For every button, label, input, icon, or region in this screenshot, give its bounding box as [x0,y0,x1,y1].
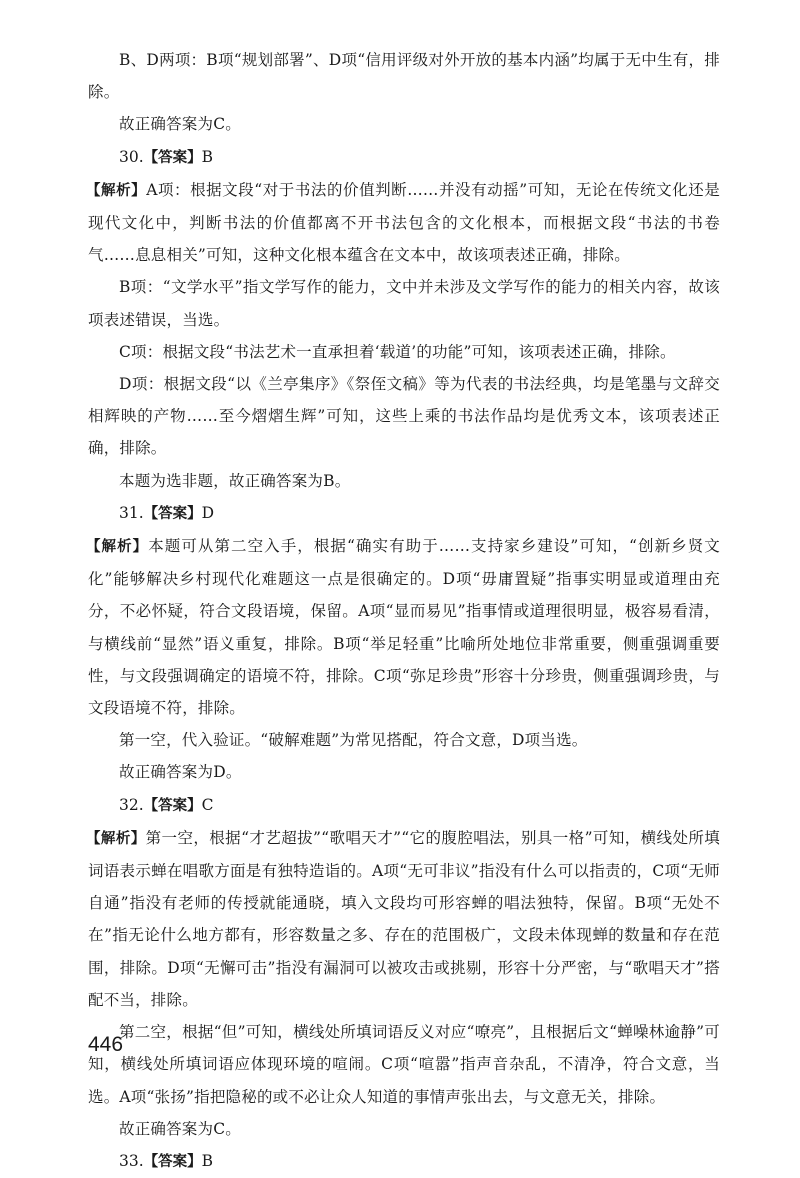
answer-tag: 【答案】 [143,1153,202,1170]
question-number: 32. [119,795,144,814]
answer-value: D [201,503,215,522]
question-number: 31. [119,503,144,522]
answer-heading [88,789,720,822]
paragraph: 故正确答案为D。 [119,763,242,782]
paragraph: C项：根据文段“书法艺术一直承担着‘载道’的功能”可知，该项表述正确，排除。 [119,342,676,361]
page-number: 446 [88,1033,124,1056]
answer-heading [88,497,720,530]
analysis-tag: 【解析】 [86,830,146,847]
paragraph: B、D两项：B项“规划部署”、D项“信用评级对外开放的基本内涵”均属于无中生有，排除。 [88,51,720,102]
answer-heading [88,141,720,174]
analysis-paragraph [88,822,720,1016]
analysis-paragraph [88,174,720,272]
answer-value: C [201,795,214,814]
analysis-tag: 【解析】 [86,539,149,556]
paragraph: D项：根据文段“以《兰亭集序》《祭侄文稿》等为代表的书法经典，均是笔墨与文辞交相辉映的产物……至今熠熠生辉”可知，这些上乘的书法作品均是优秀文本，该项表述正确，排除。 [88,375,720,458]
analysis-paragraph [88,530,720,724]
question-number: 33. [119,1151,144,1170]
question-number: 30. [119,147,144,166]
answer-tag: 【答案】 [143,149,202,166]
paragraph: 第一空，代入验证。“破解难题”为常见搭配，符合文意，D项当选。 [119,731,588,750]
analysis-text: 本题可从第二空入手，根据“确实有助于……支持家乡建设”可知，“创新乡贤文化”能够解决乡村现代化难题这一点是很确定的。D项“毋庸置疑”指事实明显或道理由充分，不必怀疑，符合文段语境，保留。A项“显而易见”指事情或道理很明显，极容易看清，与横线前“显然”语义重复，排除。B项“举足轻重”比喻所处地位非常重要，侧重强调重要性，与文段强调确定的语境不符，排除。C项“弥足珍贵”形容十分珍贵，侧重强调珍贵，与文段语境不符，排除。 [88,537,720,718]
answer-tag: 【答案】 [143,505,202,522]
answer-value: B [201,147,214,166]
answer-heading [88,1145,720,1178]
paragraph: B项：“文学水平”指文学写作的能力，文中并未涉及文学写作的能力的相关内容，故该项表述错误，当选。 [88,278,720,329]
paragraph: 第二空，根据“但”可知，横线处所填词语反义对应“嘹亮”，且根据后文“蝉噪林逾静”可知，横线处所填词语应体现环境的喧闹。C项“喧嚣”指声音杂乱，不清净，符合文意，当选。A项“张扬”指把隐秘的或不必让众人知道的事情声张出去，与文意无关，排除。 [88,1023,720,1106]
analysis-text: A项：根据文段“对于书法的价值判断……并没有动摇”可知，无论在传统文化还是现代文化中，判断书法的价值都离不开书法包含的文化根本，而根据文段“书法的书卷气……息息相关”可知，这种文化根本蕴含在文本中，故该项表述正确，排除。 [88,180,720,265]
answer-value: B [201,1151,214,1170]
paragraph: 故正确答案为C。 [119,115,241,134]
paragraph: 本题为选非题，故正确答案为B。 [119,471,351,490]
analysis-text: 第一空，根据“才艺超拔”“歌唱天才”“它的腹腔唱法，别具一格”可知，横线处所填词语表示蝉在唱歌方面是有独特造诣的。A项“无可非议”指没有什么可以指责的，C项“无师自通”指没有老师的传授就能通晓，填入文段均可形容蝉的唱法独特，保留。B项“无处不在”指无论什么地方都有，形容数量之多、存在的范围极广，文段未体现蝉的数量和存在范围，排除。D项“无懈可击”指没有漏洞可以被攻击或挑剔，形容十分严密，与“歌唱天才”搭配不当，排除。 [88,828,720,1009]
answer-tag: 【答案】 [143,797,202,814]
page-content [88,44,720,1178]
analysis-tag: 【解析】 [86,182,147,199]
paragraph: 故正确答案为C。 [119,1119,241,1138]
